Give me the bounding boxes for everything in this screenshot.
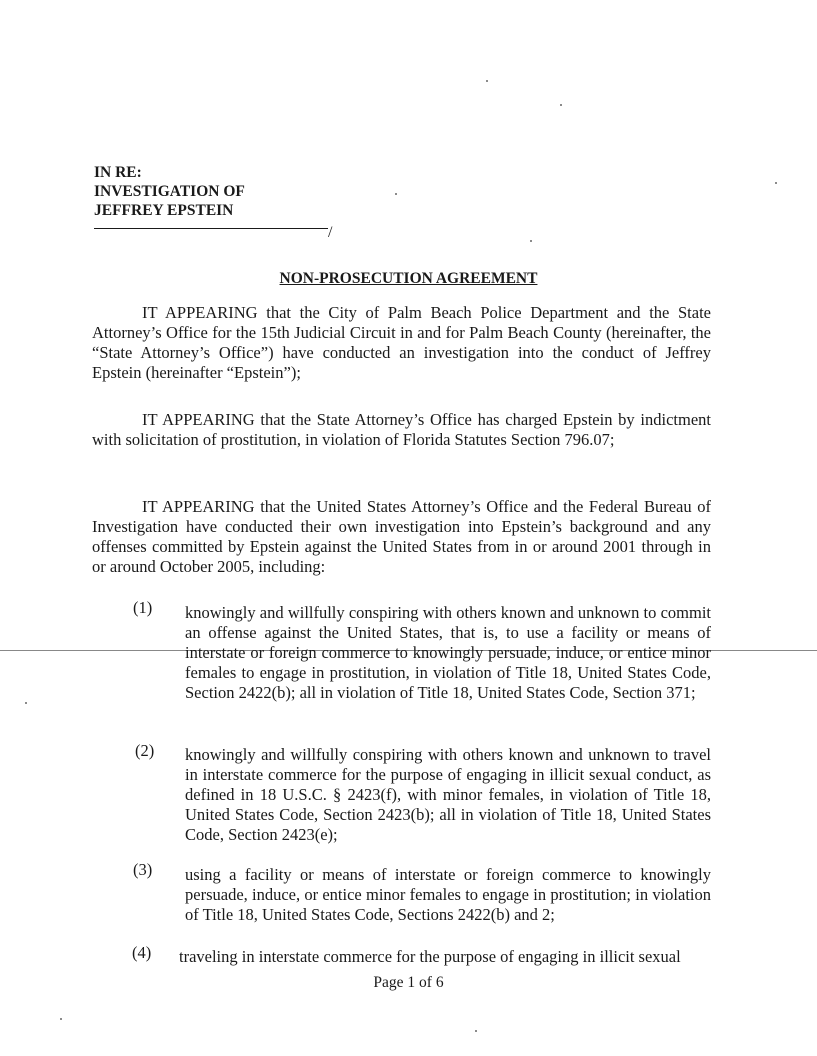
scan-speck [775, 182, 777, 184]
scan-speck [530, 240, 532, 242]
case-caption [94, 163, 245, 220]
paragraph-1: IT APPEARING that the City of Palm Beach Police Department and the State Attorney’s Office for the 15th Judicial Circuit in and for Palm Beach County (hereinafter, the “State Attorney’s Office”) have conducted an investigation into the conduct of Jeffrey Epstein (hereinafter “Epstein”); [92, 303, 711, 382]
paragraph-3: IT APPEARING that the United States Attorney’s Office and the Federal Bureau of Investigation have conducted their own investigation into Epstein’s background and any offenses committed by Epstein against the United States from in or around 2001 through in or around October 2005, including: [92, 497, 711, 576]
caption-line-2: INVESTIGATION OF [94, 183, 245, 200]
caption-line-3: JEFFREY EPSTEIN [94, 202, 234, 219]
scan-speck [60, 1018, 62, 1020]
item-text-3: using a facility or means of interstate or foreign commerce to knowingly persuade, induce, or entice minor females to engage in prostitution; in violation of Title 18, United States Code, Sections 2422(b) and 2; [185, 865, 711, 924]
scan-speck [475, 1030, 477, 1032]
scan-speck [25, 702, 27, 704]
item-number-4: (4) [132, 943, 152, 962]
page-number: Page 1 of 6 [373, 974, 444, 991]
item-text-1: knowingly and willfully conspiring with others known and unknown to commit an offense against the United States, that is, to use a facility or means of interstate or foreign commerce to knowingly persuade, induce, or entice minor females to engage in prostitution, in violation of Title 18, United States Code, Section 2422(b); all in violation of Title 18, United States Code, Section 371; [185, 603, 711, 702]
item-number-2: (2) [135, 741, 155, 760]
item-text-4: traveling in interstate commerce for the purpose of engaging in illicit sexual [179, 947, 681, 966]
paragraph-2: IT APPEARING that the State Attorney’s Office has charged Epstein by indictment with solicitation of prostitution, in violation of Florida Statutes Section 796.07; [92, 410, 711, 449]
document-title: NON-PROSECUTION AGREEMENT [279, 270, 538, 287]
item-text-2: knowingly and willfully conspiring with others known and unknown to travel in interstate commerce for the purpose of engaging in illicit sexual conduct, as defined in 18 U.S.C. § 2423(f), with minor females, in violation of Title 18, United States Code, Section 2423(b); all in violation of Title 18, United States Code, Section 2423(e); [185, 745, 711, 844]
scan-speck [395, 193, 397, 195]
caption-rule [94, 228, 328, 229]
scan-speck [486, 80, 488, 82]
caption-line-1: IN RE: [94, 164, 142, 181]
item-number-1: (1) [133, 598, 153, 617]
scan-speck [560, 104, 562, 106]
caption-slash: / [328, 224, 333, 241]
item-number-3: (3) [133, 860, 153, 879]
